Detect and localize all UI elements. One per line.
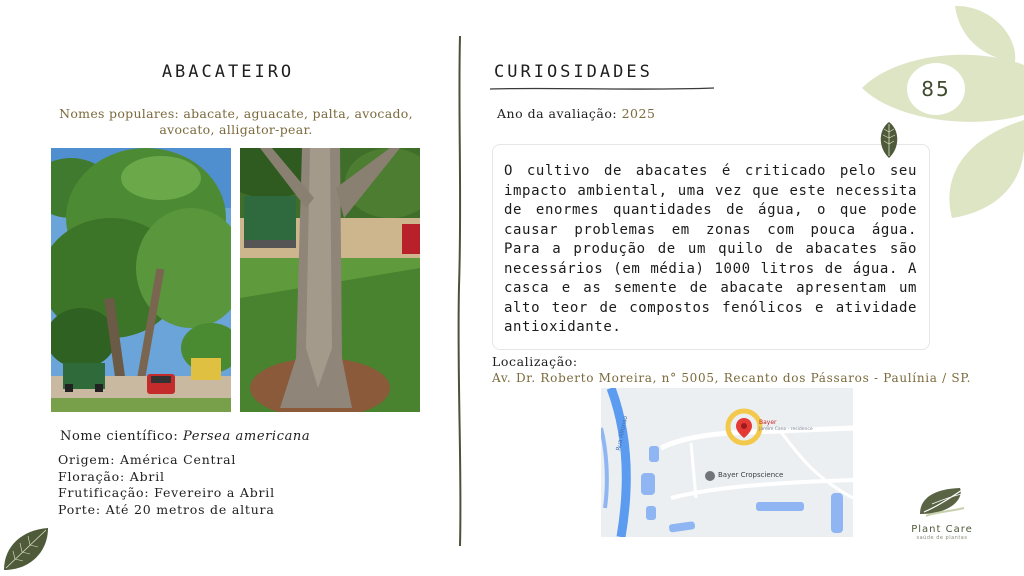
plant-facts [58, 452, 275, 518]
map-pin-label: Bayer [759, 419, 777, 426]
year-value: 2025 [621, 106, 656, 121]
map-canvas [601, 388, 853, 537]
title-underline [490, 86, 714, 92]
fact-fruiting: Frutificação: Fevereiro a Abril [58, 485, 275, 500]
scientific-name-value: Persea americana [183, 429, 311, 444]
scientific-name [60, 429, 310, 444]
fact-flowering: Floração: Abril [58, 468, 165, 484]
logo-tagline: saúde de plantas [916, 535, 968, 541]
tree-canopy-photo [51, 148, 231, 412]
year-label: Ano da avaliação: [497, 106, 622, 121]
location-address: Av. Dr. Roberto Moreira, n° 5005, Recanto dos Pássaros - Paulínia / SP. [492, 371, 972, 385]
location-label: Localização: [492, 354, 578, 369]
fact-origin: Origem: América Central [58, 452, 237, 467]
page-number-badge: 85 [907, 63, 965, 115]
plant-care-logo [904, 486, 980, 541]
evaluation-year [497, 106, 655, 121]
map-road-label: Rua Alfonso [615, 415, 630, 452]
plant-title: ABACATEIRO [161, 62, 295, 82]
tree-trunk-photo [240, 148, 420, 412]
logo-name: Plant Care [911, 524, 973, 535]
small-leaf-icon [876, 120, 902, 160]
plant-care-logo-icon [912, 486, 972, 518]
location-map[interactable] [601, 388, 853, 537]
curiosities-title: CURIOSIDADES [494, 62, 653, 82]
map-place-label: Bayer Cropscience [718, 471, 784, 479]
curiosities-text: O cultivo de abacates é criticado pelo seu impacto ambiental, uma vez que este necessita de enormes quantidades de água, o que pode causar problemas em zonas com pouca água. Para a produção de um quilo de abacates são necessários (em média) 1000 litros de água. A casca e as semente de abacate apresentam um alto teor de compostos fenólicos e atividade antioxidante. [504, 163, 917, 335]
popular-names: Nomes populares: abacate, aguacate, palta, avocado, avocato, alligator-pear. [59, 106, 413, 137]
map-pin-sublabel: Jardim Cano - residence [759, 427, 813, 432]
scientific-label: Nome científico: [60, 429, 184, 444]
fact-size: Porte: Até 20 metros de altura [58, 501, 275, 517]
bottom-left-leaf-icon [0, 526, 52, 572]
column-divider [455, 36, 465, 546]
